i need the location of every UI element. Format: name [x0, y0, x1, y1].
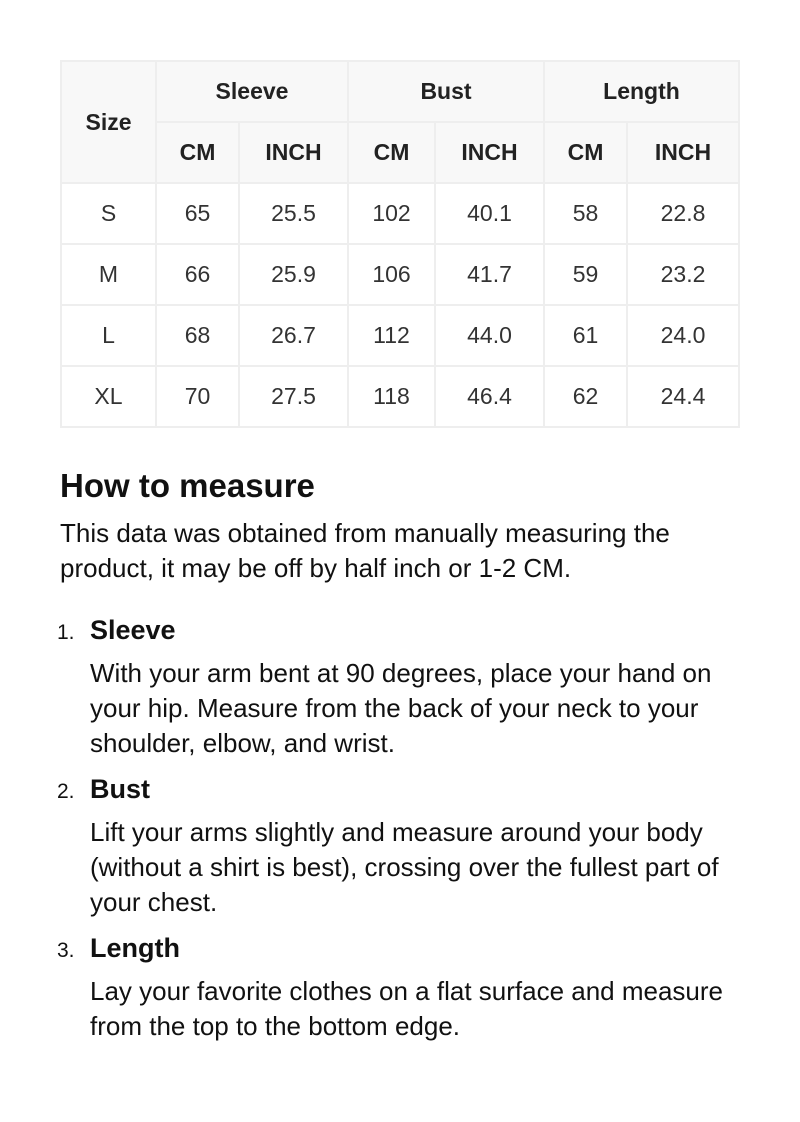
table-cell: 26.7: [239, 305, 348, 366]
table-cell: 58: [544, 183, 627, 244]
table-cell: 102: [348, 183, 435, 244]
how-to-measure-title: How to measure: [60, 467, 315, 504]
table-cell: 24.4: [627, 366, 739, 427]
size-chart-table: [60, 60, 740, 428]
table-cell: 41.7: [435, 244, 544, 305]
size-column-header: Size: [61, 61, 156, 183]
step-title-bust: Bust: [90, 774, 150, 804]
length-group-header: Length: [544, 61, 739, 122]
step-number: 2.: [57, 780, 75, 803]
table-cell: 24.0: [627, 305, 739, 366]
step-title-sleeve: Sleeve: [90, 615, 176, 645]
size-cell: XL: [61, 366, 156, 427]
unit-header: INCH: [239, 122, 348, 183]
table-cell: 23.2: [627, 244, 739, 305]
table-cell: 22.8: [627, 183, 739, 244]
step-number: 1.: [57, 621, 75, 644]
sleeve-group-header: Sleeve: [156, 61, 348, 122]
table-cell: 70: [156, 366, 239, 427]
list-item: [57, 930, 740, 1044]
unit-header: CM: [348, 122, 435, 183]
table-cell: 112: [348, 305, 435, 366]
table-row: [61, 183, 739, 244]
table-cell: 27.5: [239, 366, 348, 427]
size-cell: S: [61, 183, 156, 244]
table-cell: 59: [544, 244, 627, 305]
measure-intro: This data was obtained from manually measuring the product, it may be off by half inch or 1-2 CM.: [60, 518, 670, 583]
size-cell: L: [61, 305, 156, 366]
step-text-bust: Lift your arms slightly and measure around your body (without a shirt is best), crossing over the fullest part of your chest.: [90, 817, 719, 917]
step-number: 3.: [57, 939, 75, 962]
table-cell: 68: [156, 305, 239, 366]
table-cell: 25.5: [239, 183, 348, 244]
step-text-sleeve: With your arm bent at 90 degrees, place your hand on your hip. Measure from the back of your neck to your shoulder, elbow, and wrist.: [90, 658, 712, 758]
table-unit-row: [61, 122, 739, 183]
size-cell: M: [61, 244, 156, 305]
list-item: [57, 771, 740, 920]
table-cell: 25.9: [239, 244, 348, 305]
table-header-row: [61, 61, 739, 122]
table-cell: 46.4: [435, 366, 544, 427]
table-cell: 62: [544, 366, 627, 427]
unit-header: CM: [544, 122, 627, 183]
unit-header: INCH: [627, 122, 739, 183]
table-row: [61, 366, 739, 427]
step-title-length: Length: [90, 933, 180, 963]
table-cell: 40.1: [435, 183, 544, 244]
table-cell: 44.0: [435, 305, 544, 366]
table-row: [61, 244, 739, 305]
table-cell: 66: [156, 244, 239, 305]
measure-steps-list: [57, 612, 740, 1044]
table-row: [61, 305, 739, 366]
table-cell: 61: [544, 305, 627, 366]
table-cell: 106: [348, 244, 435, 305]
unit-header: CM: [156, 122, 239, 183]
list-item: [57, 612, 740, 761]
step-text-length: Lay your favorite clothes on a flat surface and measure from the top to the bottom edge.: [90, 976, 724, 1041]
table-cell: 118: [348, 366, 435, 427]
table-cell: 65: [156, 183, 239, 244]
unit-header: INCH: [435, 122, 544, 183]
bust-group-header: Bust: [348, 61, 544, 122]
